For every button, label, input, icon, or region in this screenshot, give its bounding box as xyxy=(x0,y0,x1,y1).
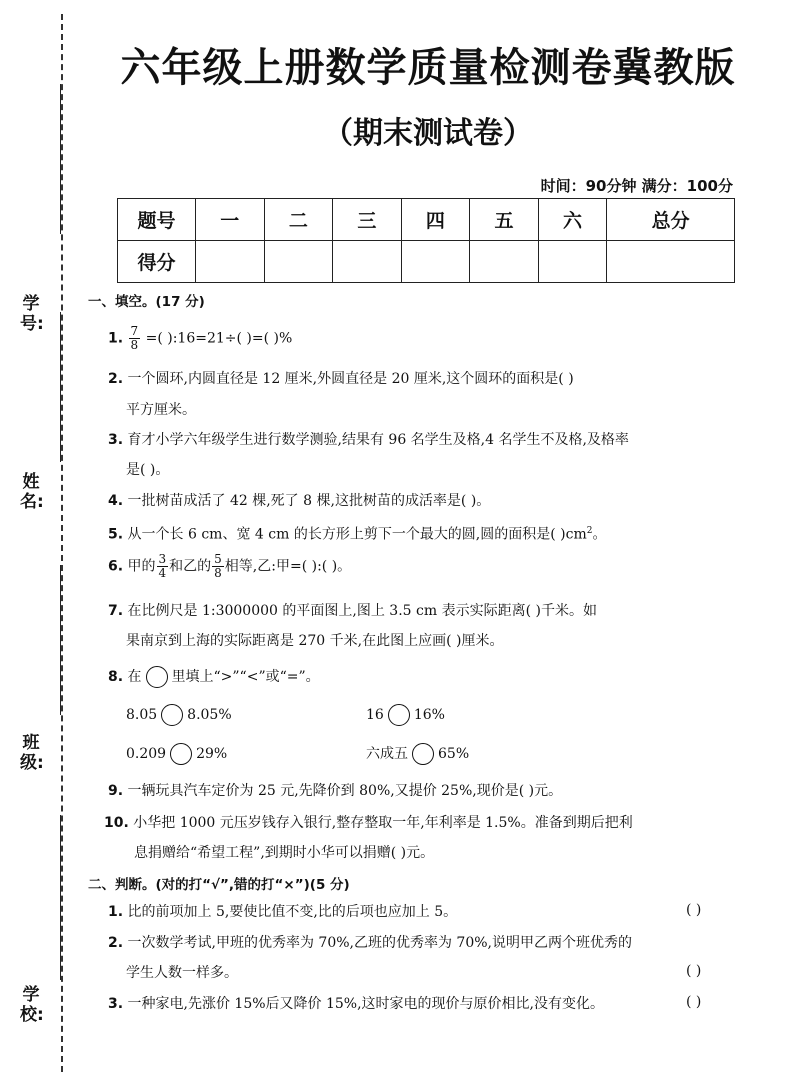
score-table-header-row xyxy=(118,199,735,241)
question-10 xyxy=(104,813,732,833)
question-number: 8. xyxy=(108,669,124,685)
class-label: 班级: xyxy=(20,733,44,773)
binding-sidebar xyxy=(0,0,70,1072)
question-text: 一次数学考试,甲班的优秀率为 70%,乙班的优秀率为 70%,说明甲乙两个班优秀的 xyxy=(127,935,632,951)
question-2-cont: 平方厘米。 xyxy=(126,402,196,418)
section-heading: 一、填空。(17 分) xyxy=(88,294,205,310)
fraction xyxy=(129,325,141,352)
question-text-end: 。 xyxy=(592,526,607,543)
question-text: 相等,乙:甲=( ):( )。 xyxy=(224,558,352,575)
score-table-header: 一 xyxy=(196,199,265,241)
fraction xyxy=(212,553,224,580)
school-label: 学校: xyxy=(20,985,44,1025)
score-table-header: 题号 xyxy=(118,199,196,241)
denominator: 8 xyxy=(214,566,222,580)
score-table-header: 总分 xyxy=(607,199,735,241)
compare-right: 29% xyxy=(196,746,228,762)
question-10-cont: 息捐赠给“希望工程”,到期时小华可以捐赠( )元。 xyxy=(134,845,435,861)
judge-question-3 xyxy=(108,994,736,1014)
question-3-cont: 是( )。 xyxy=(126,462,170,478)
judge-question-2-cont: 学生人数一样多。 xyxy=(126,965,238,981)
question-text: 一种家电,先涨价 15%后又降价 15%,这时家电的现价与原价相比,没有变化。 xyxy=(127,996,604,1012)
score-table-header: 三 xyxy=(333,199,402,241)
question-number: 3. xyxy=(108,996,124,1012)
compare-circle[interactable] xyxy=(388,704,410,726)
numerator: 5 xyxy=(214,552,222,566)
question-number: 1. xyxy=(108,330,124,347)
score-table-score-row xyxy=(118,241,735,283)
question-text: 小华把 1000 元压岁钱存入银行,整存整取一年,年利率是 1.5%。准备到期后把利 xyxy=(133,815,633,831)
cut-line xyxy=(61,14,63,1072)
compare-left: 8.05 xyxy=(126,707,158,723)
question-text: 甲的 xyxy=(127,558,156,575)
exam-subtitle: （期末测试卷） xyxy=(323,116,533,151)
question-2 xyxy=(108,369,736,389)
question-text: 从一个长 6 cm、宽 4 cm 的长方形上剪下一个最大的圆,圆的面积是( )cm xyxy=(127,526,587,543)
score-cell[interactable] xyxy=(538,241,607,283)
question-4 xyxy=(108,491,736,511)
question-text: 一个圆环,内圆直径是 12 厘米,外圆直径是 20 厘米,这个圆环的面积是( ) xyxy=(127,371,574,387)
answer-paren[interactable]: ( ) xyxy=(686,902,702,918)
question-7 xyxy=(108,601,736,621)
student-id-line[interactable] xyxy=(60,84,61,234)
score-cell[interactable] xyxy=(401,241,470,283)
compare-circle[interactable] xyxy=(161,704,183,726)
answer-paren[interactable]: ( ) xyxy=(686,963,702,979)
compare-circle[interactable] xyxy=(412,743,434,765)
question-text: 育才小学六年级学生进行数学测验,结果有 96 名学生及格,4 名学生不及格,及格率 xyxy=(127,432,629,448)
question-number: 3. xyxy=(108,432,124,448)
compare-item xyxy=(126,743,227,765)
question-number: 4. xyxy=(108,493,124,509)
score-row-label: 得分 xyxy=(118,241,196,283)
question-5 xyxy=(108,521,736,545)
compare-circle-icon xyxy=(146,666,168,688)
compare-left: 六成五 xyxy=(366,746,408,762)
numerator: 7 xyxy=(130,324,139,338)
question-number: 7. xyxy=(108,603,124,619)
denominator: 4 xyxy=(158,566,167,580)
compare-circle[interactable] xyxy=(170,743,192,765)
compare-right: 16% xyxy=(413,707,445,723)
numerator: 3 xyxy=(158,552,167,566)
exponent: 2 xyxy=(586,526,593,536)
exam-title: 六年级上册数学质量检测卷冀教版 xyxy=(120,45,736,91)
question-6 xyxy=(108,553,736,580)
score-cell[interactable] xyxy=(607,241,735,283)
name-line[interactable] xyxy=(60,312,61,462)
question-text: 一批树苗成活了 42 棵,死了 8 棵,这批树苗的成活率是( )。 xyxy=(127,493,491,509)
class-line[interactable] xyxy=(60,565,61,715)
question-text: 一辆玩具汽车定价为 25 元,先降价到 80%,又提价 25%,现价是( )元。 xyxy=(127,783,563,799)
compare-left: 0.209 xyxy=(126,746,167,762)
school-line[interactable] xyxy=(60,815,61,980)
question-1 xyxy=(108,325,736,352)
score-table-header: 五 xyxy=(470,199,539,241)
question-number: 9. xyxy=(108,783,124,799)
question-3 xyxy=(108,430,736,450)
compare-item xyxy=(366,743,469,765)
question-text: 里填上“>”“<”或“=”。 xyxy=(171,669,320,685)
question-number: 10. xyxy=(104,815,129,831)
question-text: =( ):16=21÷( )=( )% xyxy=(145,330,293,347)
compare-item xyxy=(126,704,232,726)
fraction xyxy=(157,553,169,580)
time-info: 时间：90分钟 满分：100分 xyxy=(540,177,733,195)
score-cell[interactable] xyxy=(264,241,333,283)
question-number: 2. xyxy=(108,371,124,387)
question-9 xyxy=(108,781,736,801)
score-table xyxy=(117,198,735,283)
section-heading: 二、判断。(对的打“√”,错的打“×”)(5 分) xyxy=(88,877,350,893)
student-id-label: 学号: xyxy=(20,294,44,334)
question-number: 5. xyxy=(108,526,124,543)
score-table-header: 六 xyxy=(538,199,607,241)
denominator: 8 xyxy=(130,338,139,352)
question-text: 在比例尺是 1:3000000 的平面图上,图上 3.5 cm 表示实际距离( )千米。如 xyxy=(127,603,597,619)
score-cell[interactable] xyxy=(470,241,539,283)
question-number: 2. xyxy=(108,935,124,951)
question-7-cont: 果南京到上海的实际距离是 270 千米,在此图上应画( )厘米。 xyxy=(126,633,504,649)
judge-question-2 xyxy=(108,933,736,953)
question-number: 6. xyxy=(108,558,124,575)
score-cell[interactable] xyxy=(196,241,265,283)
question-text: 和乙的 xyxy=(169,558,212,575)
compare-item xyxy=(366,704,445,726)
judge-question-1 xyxy=(108,902,736,922)
question-number: 1. xyxy=(108,904,124,920)
score-table-header: 二 xyxy=(264,199,333,241)
question-text: 在 xyxy=(127,669,142,685)
score-cell[interactable] xyxy=(333,241,402,283)
question-text: 比的前项加上 5,要使比值不变,比的后项也应加上 5。 xyxy=(127,904,458,920)
question-8 xyxy=(108,664,736,690)
score-table-header: 四 xyxy=(401,199,470,241)
compare-right: 65% xyxy=(438,746,470,762)
compare-left: 16 xyxy=(366,707,384,723)
name-label: 姓名: xyxy=(20,472,44,512)
compare-right: 8.05% xyxy=(187,707,232,723)
answer-paren[interactable]: ( ) xyxy=(686,994,702,1010)
